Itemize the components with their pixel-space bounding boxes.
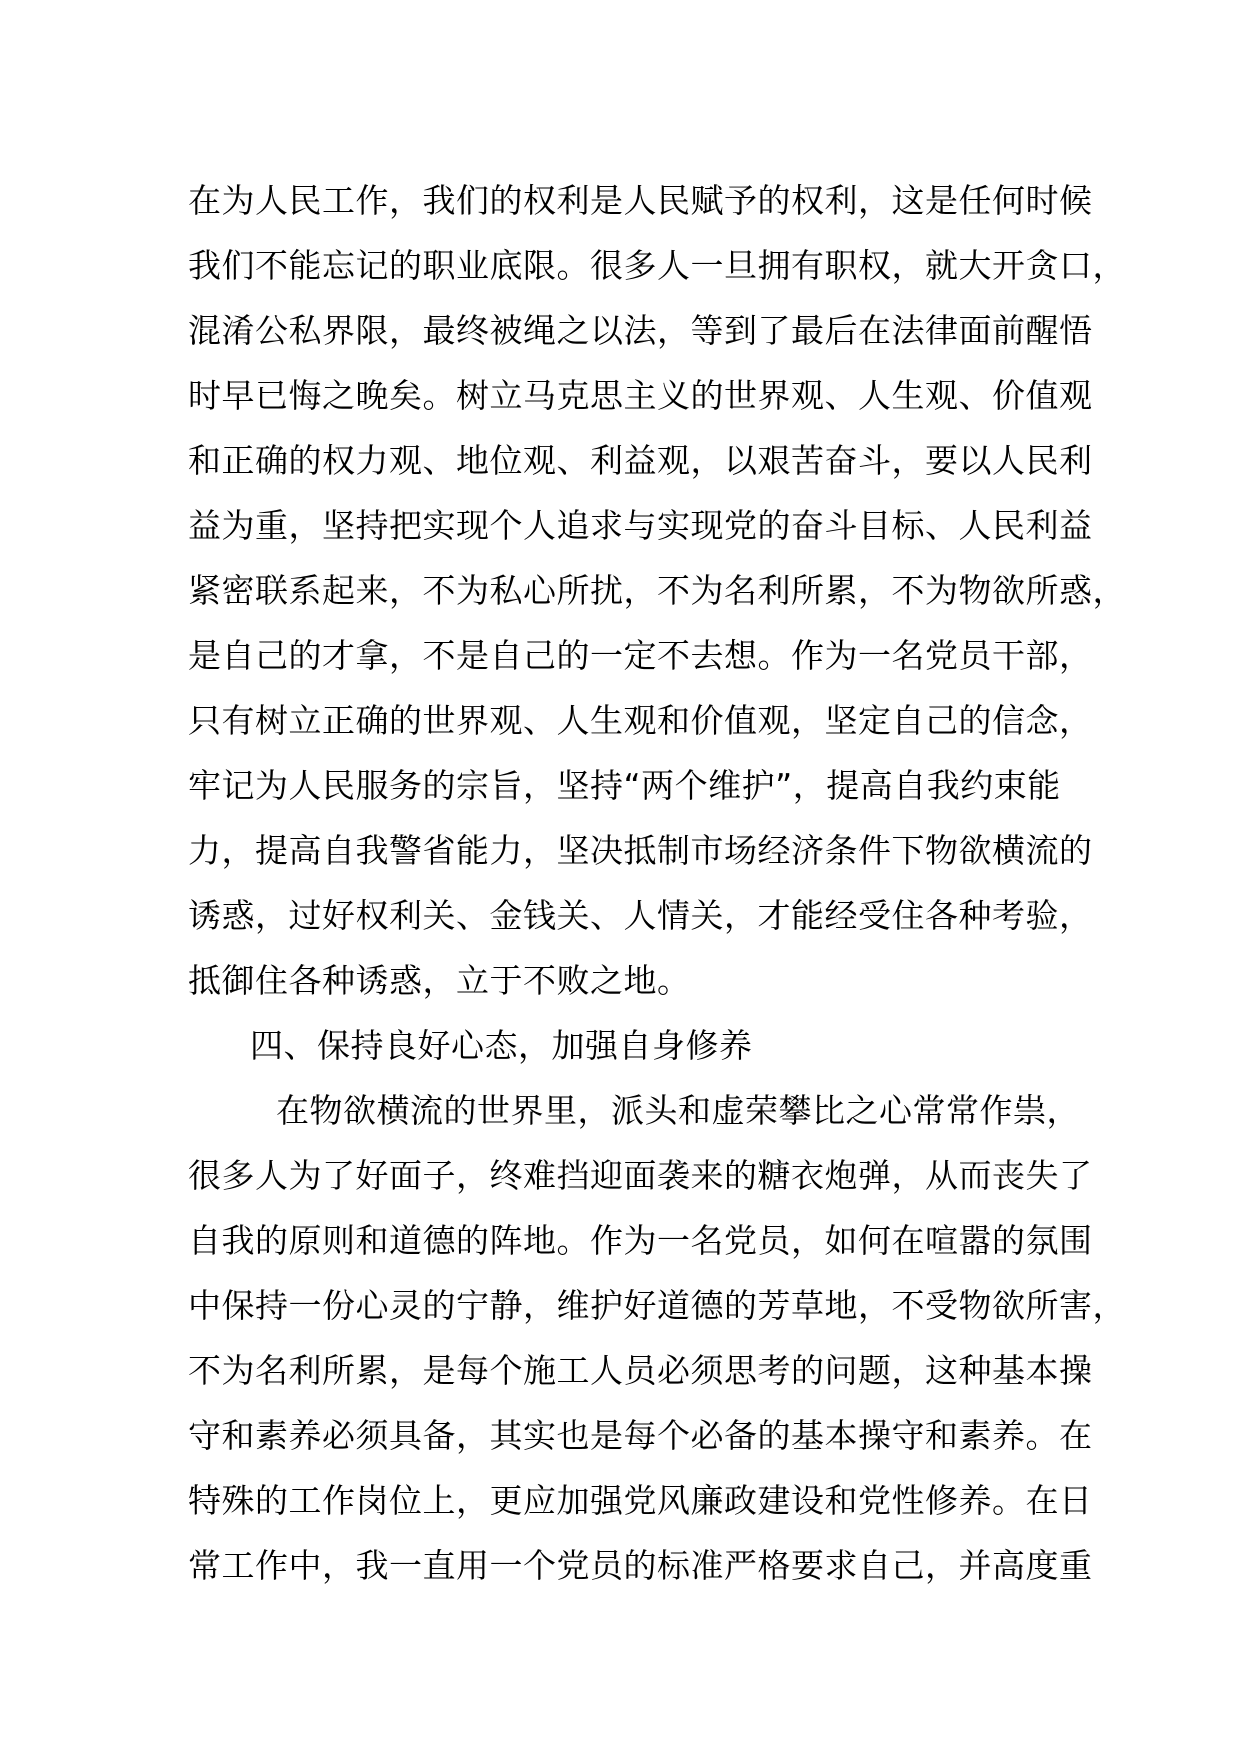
text-line: 我们不能忘记的职业底限。很多人一旦拥有职权，就大开贪口， bbox=[188, 246, 1126, 285]
text-line: 特殊的工作岗位上，更应加强党风廉政建设和党性修养。在日 bbox=[188, 1481, 1093, 1520]
section-heading: 四、保持良好心态，加强自身修养 bbox=[250, 1026, 753, 1065]
text-line: 很多人为了好面子，终难挡迎面袭来的糖衣炮弹，从而丧失了 bbox=[188, 1156, 1093, 1195]
document-body bbox=[188, 168, 1126, 1598]
text-line: 时早已悔之晚矣。树立马克思主义的世界观、人生观、价值观 bbox=[188, 376, 1093, 415]
text-line: 益为重，坚持把实现个人追求与实现党的奋斗目标、人民利益 bbox=[188, 506, 1093, 545]
text-line: 自我的原则和道德的阵地。作为一名党员，如何在喧嚣的氛围 bbox=[188, 1221, 1093, 1260]
text-line: 是自己的才拿，不是自己的一定不去想。作为一名党员干部， bbox=[188, 636, 1093, 675]
text-line: 牢记为人民服务的宗旨，坚持“两个维护”，提高自我约束能 bbox=[188, 766, 1061, 805]
text-line: 诱惑，过好权利关、金钱关、人情关，才能经受住各种考验， bbox=[188, 896, 1093, 935]
text-line: 力，提高自我警省能力，坚决抵制市场经济条件下物欲横流的 bbox=[188, 831, 1093, 870]
text-line: 抵御住各种诱惑，立于不败之地。 bbox=[188, 961, 691, 1000]
text-line: 在为人民工作，我们的权利是人民赋予的权利，这是任何时候 bbox=[188, 181, 1093, 220]
text-line: 只有树立正确的世界观、人生观和价值观，坚定自己的信念， bbox=[188, 701, 1093, 740]
text-line: 不为名利所累，是每个施工人员必须思考的问题，这种基本操 bbox=[188, 1351, 1093, 1390]
text-line: 守和素养必须具备，其实也是每个必备的基本操守和素养。在 bbox=[188, 1416, 1093, 1455]
text-line: 混淆公私界限，最终被绳之以法，等到了最后在法律面前醒悟 bbox=[188, 311, 1093, 350]
text-line: 紧密联系起来，不为私心所扰，不为名利所累，不为物欲所惑， bbox=[188, 571, 1126, 610]
paragraph-first-line: 在物欲横流的世界里，派头和虚荣攀比之心常常作祟， bbox=[276, 1091, 1080, 1130]
text-line: 和正确的权力观、地位观、利益观，以艰苦奋斗，要以人民利 bbox=[188, 441, 1093, 480]
text-line: 中保持一份心灵的宁静，维护好道德的芳草地，不受物欲所害， bbox=[188, 1286, 1126, 1325]
text-line: 常工作中，我一直用一个党员的标准严格要求自己，并高度重 bbox=[188, 1546, 1093, 1585]
